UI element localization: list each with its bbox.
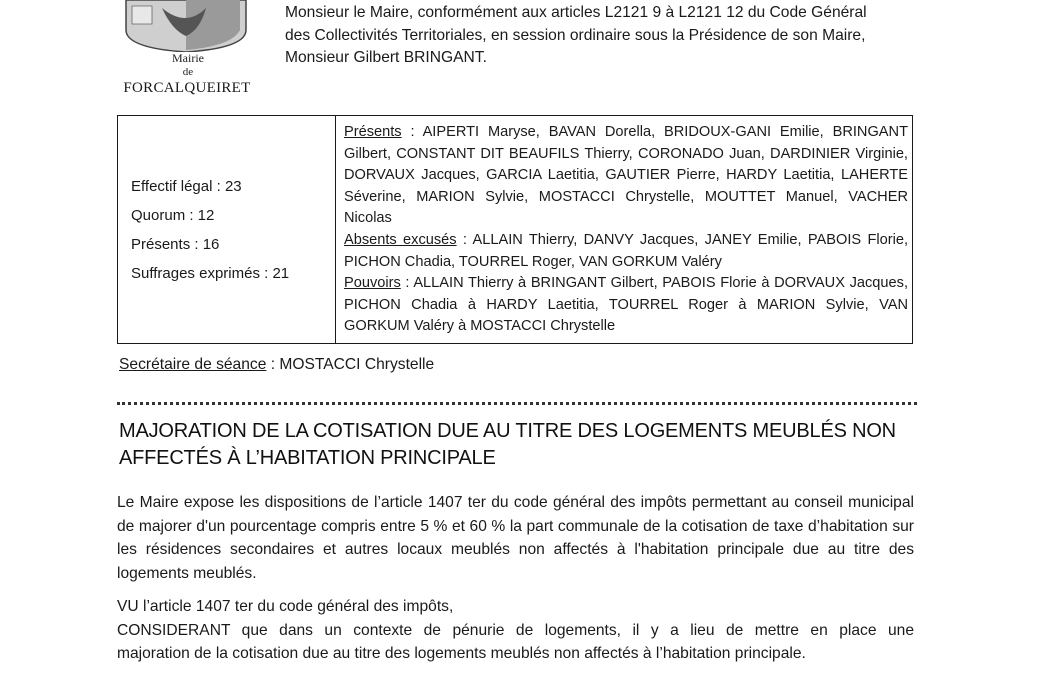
secretary-name: : MOSTACCI Chrystelle [266, 356, 435, 373]
expose-paragraph: Le Maire expose les dispositions de l’article 1407 ter du code général des impôts permettant au conseil municipal de majorer d'un pourcentage compris entre 5 % et 60 % la part communale de la cotisation de taxe d’habitation sur les résidences secondaires et autres locaux meublés non affectés à l'habitation principale due au titre des logements meublés. [117, 494, 914, 582]
intro-paragraph [285, 2, 955, 70]
pouvoirs-label: Pouvoirs [344, 275, 401, 292]
dotted-separator [117, 402, 917, 405]
presents-count: Présents : 16 [131, 236, 220, 253]
mairie-town-name: FORCALQUEIRET [123, 80, 251, 96]
intro-line: Monsieur Gilbert BRINGANT. [285, 49, 487, 66]
pouvoirs-list [344, 273, 908, 338]
intro-line: des Collectivités Territoriales, en session ordinaire sous la Présidence de son Maire, [285, 26, 866, 44]
vu-line: VU l’article 1407 ter du code général des impôts, [117, 598, 454, 615]
secretary-line [119, 356, 434, 374]
deliberation-body [117, 491, 914, 666]
presents-names: : AIPERTI Maryse, BAVAN Dorella, BRIDOUX-GANI Emilie, BRINGANT Gilbert, CONSTANT DIT BEAUFILS Thierry, CORONADO Juan, DARDINIER Virginie, DORVAUX Jacques, GARCIA Laetitia, GAUTIER Pierre, HARDY Laetitia, LAHERTE Séverine, MARION Sylvie, MOSTACCI Chrystelle, MOUTTET Manuel, VACHER Nicolas [344, 124, 908, 227]
deliberation-title [119, 418, 919, 472]
counts-cell [131, 172, 289, 288]
table-divider [335, 116, 336, 343]
absents-list [344, 230, 908, 273]
title-line: AFFECTÉS À L’HABITATION PRINCIPALE [119, 447, 496, 469]
pouvoirs-names: : ALLAIN Thierry à BRINGANT Gilbert, PABOIS Florie à DORVAUX Jacques, PICHON Chadia à HARDY Laetitia, TOURREL Roger à MARION Sylvie, VAN GORKUM Valéry à MOSTACCI Chrystelle [344, 275, 908, 335]
intro-line: Monsieur le Maire, conformément aux articles L2121 9 à L2121 12 du Code Général [285, 4, 867, 21]
considerant-line: majoration de la cotisation due au titre des logements meublés non affectés à l’habitation principale. [117, 645, 806, 662]
absents-label: Absents excusés [344, 231, 457, 248]
attendance-cell [344, 122, 908, 338]
presents-label: Présents [344, 124, 402, 140]
title-line: MAJORATION DE LA COTISATION DUE AU TITRE DES LOGEMENTS MEUBLÉS NON [119, 420, 896, 442]
attendance-table [117, 115, 913, 344]
considerant-line: CONSIDERANT que dans un contexte de pénurie de logements, il y a lieu de mettre en place une [117, 621, 914, 639]
suffrages-exprimes: Suffrages exprimés : 21 [131, 265, 290, 282]
town-crest-logo [122, 0, 250, 52]
quorum: Quorum : 12 [131, 207, 215, 224]
secretary-label: Secrétaire de séance [119, 356, 267, 373]
presents-list [344, 122, 908, 230]
effectif-legal: Effectif légal : 23 [131, 178, 242, 195]
mairie-label: Mairie [172, 51, 204, 65]
absents-names: : ALLAIN Thierry, DANVY Jacques, JANEY Emilie, PABOIS Florie, PICHON Chadia, TOURREL Roger, VAN GORKUM Valéry [344, 231, 908, 270]
mairie-de: de [182, 66, 194, 78]
